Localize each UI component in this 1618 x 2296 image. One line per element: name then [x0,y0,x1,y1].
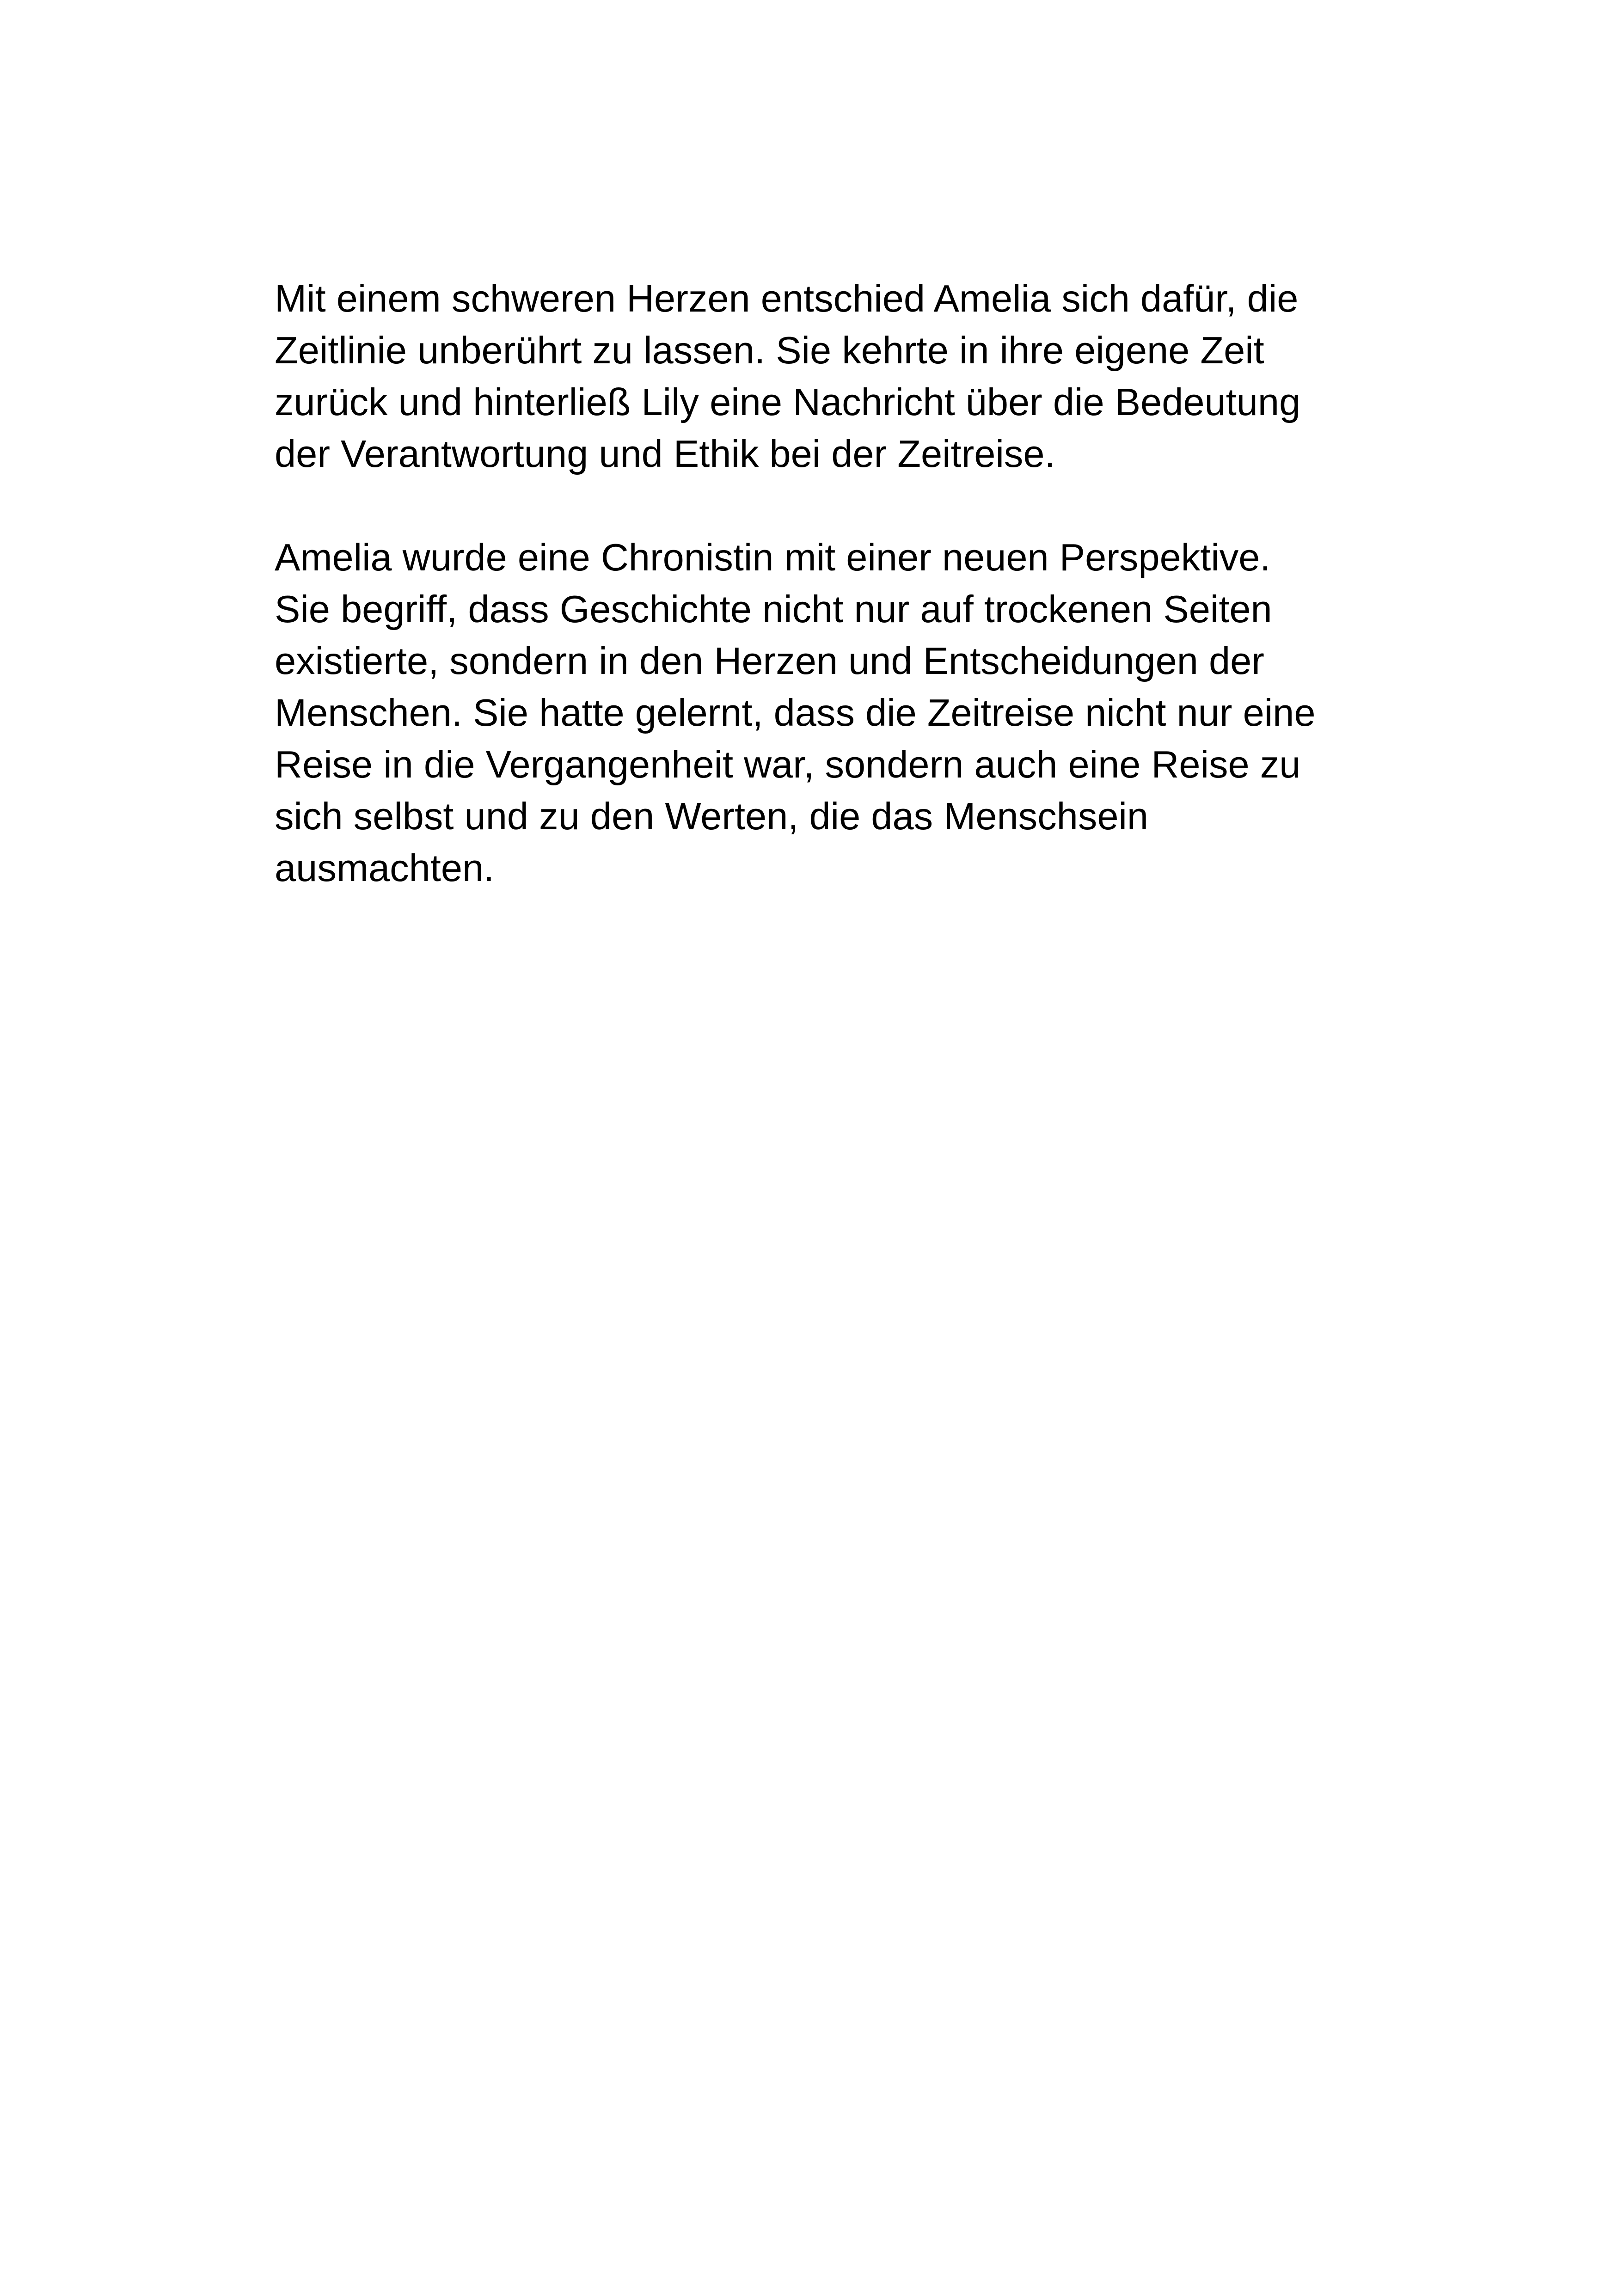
text-line: Menschen. Sie hatte gelernt, dass die Zeitreise nicht nur eine [275,691,1316,734]
text-line: sich selbst und zu den Werten, die das Menschsein [275,795,1149,838]
text-line: Sie begriff, dass Geschichte nicht nur auf trockenen Seiten [275,588,1272,631]
paragraph-2 [275,532,1384,894]
text-line: ausmachten. [275,846,495,889]
text-line: Mit einem schweren Herzen entschied Amelia sich dafür, die [275,277,1299,320]
body-text [275,273,1384,894]
text-line: Amelia wurde eine Chronistin mit einer neuen Perspektive. [275,536,1271,579]
paragraph-1 [275,273,1384,480]
text-line: zurück und hinterließ Lily eine Nachricht über die Bedeutung [275,380,1301,423]
text-line: der Verantwortung und Ethik bei der Zeitreise. [275,432,1055,475]
text-line: existierte, sondern in den Herzen und Entscheidungen der [275,639,1264,682]
text-line: Reise in die Vergangenheit war, sondern auch eine Reise zu [275,743,1301,786]
text-line: Zeitlinie unberührt zu lassen. Sie kehrte in ihre eigene Zeit [275,329,1264,372]
